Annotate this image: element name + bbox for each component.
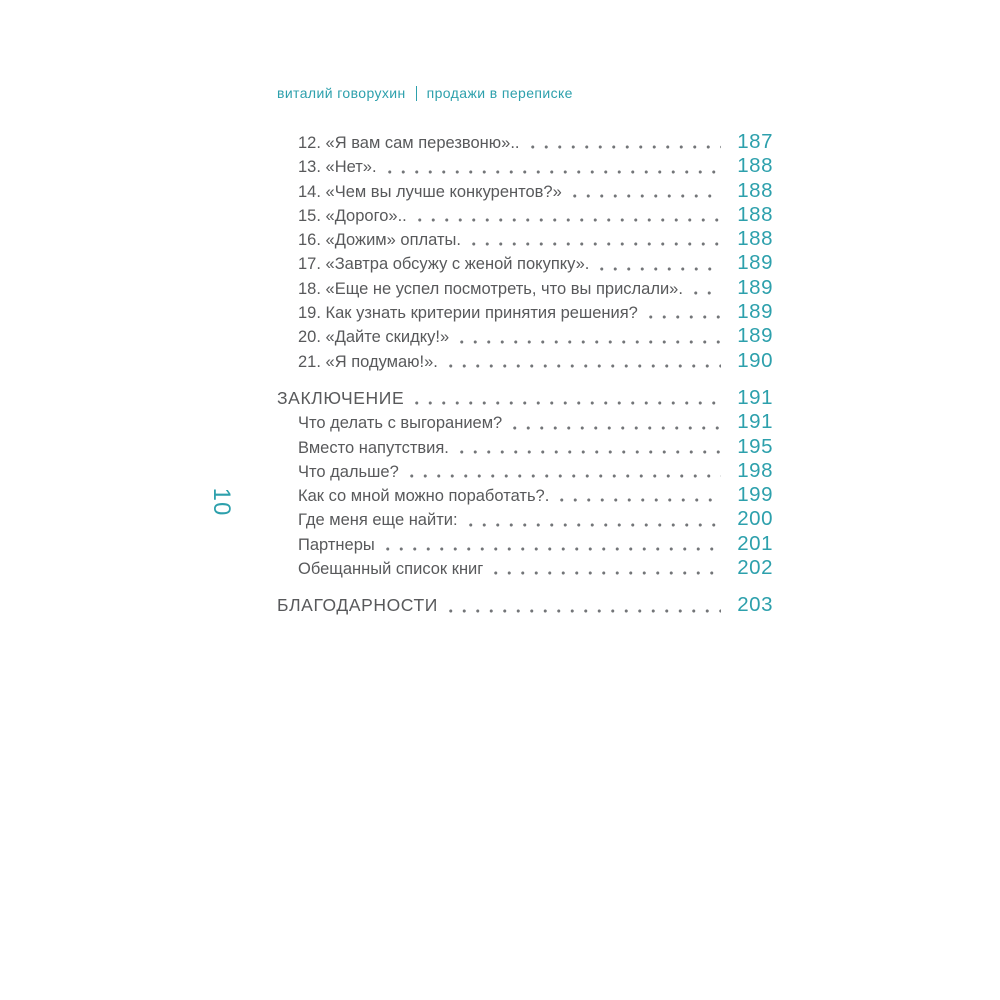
toc-entry-row <box>277 179 773 203</box>
toc-entry-row <box>277 324 773 348</box>
toc-entry-label: ЗАКЛЮЧЕНИЕ <box>277 387 405 408</box>
toc-entry-page: 188 <box>737 227 773 251</box>
toc-entry-page: 203 <box>737 593 773 617</box>
toc-entry-label: 17. «Завтра обсужу с женой покупку». <box>298 255 590 274</box>
toc-dot-leader <box>526 130 722 154</box>
toc-dot-leader <box>410 386 721 410</box>
toc-entry-page: 191 <box>737 385 773 409</box>
toc-entry-row <box>277 276 773 300</box>
toc-dot-leader <box>444 349 721 373</box>
toc-entry-page: 199 <box>737 483 773 507</box>
toc-entry-page: 188 <box>737 178 773 202</box>
toc-entry-row <box>277 435 773 459</box>
toc-dot-leader <box>508 410 721 434</box>
toc-dot-leader <box>455 435 721 459</box>
toc-entry-label: 16. «Дожим» оплаты. <box>298 231 461 250</box>
toc-entry-page: 189 <box>737 251 773 275</box>
toc-entry-page: 188 <box>737 154 773 178</box>
toc-entry-label: Как со мной можно поработать?. <box>298 487 550 506</box>
toc-entry-page: 190 <box>737 348 773 372</box>
toc-entry-page: 188 <box>737 202 773 226</box>
toc-entry-label: 12. «Я вам сам перезвоню».. <box>298 134 520 152</box>
toc-dot-leader <box>689 276 721 300</box>
toc-entry-label: Обещанный список книг <box>298 560 484 579</box>
toc-entry-page: 189 <box>737 275 773 299</box>
running-header-book-title: продажи в переписке <box>426 85 573 101</box>
toc-entry-label: 18. «Еще не успел посмотреть, что вы прислали». <box>298 279 683 298</box>
header-separator <box>416 86 417 101</box>
toc-entry-row <box>277 349 773 373</box>
toc-entry-row <box>277 130 773 154</box>
toc-entry-page: 189 <box>737 300 773 324</box>
toc-entry-page: 191 <box>737 410 773 434</box>
toc-dot-leader <box>381 532 721 556</box>
toc-entry-label: 14. «Чем вы лучше конкурентов?» <box>298 182 562 201</box>
toc-entry-row <box>277 459 773 483</box>
toc-dot-leader <box>413 203 721 227</box>
toc-entry-row <box>277 251 773 275</box>
toc-entry-row <box>277 507 773 531</box>
toc-entry-page: 202 <box>737 556 773 580</box>
toc-entry-label: БЛАГОДАРНОСТИ <box>277 595 438 616</box>
toc-entry-label: Партнеры <box>298 535 375 554</box>
toc-entry-row <box>277 556 773 580</box>
toc-list <box>277 130 773 618</box>
toc-dot-leader <box>489 556 721 580</box>
toc-entry-row <box>277 410 773 434</box>
toc-entry-label: Вместо напутствия. <box>298 438 449 457</box>
toc-entry-label: Где меня еще найти: <box>298 511 458 530</box>
toc-dot-leader <box>467 227 721 251</box>
toc-entry-row <box>277 203 773 227</box>
toc-dot-leader <box>383 154 721 178</box>
toc-entry-label: 19. Как узнать критерии принятия решения? <box>298 304 638 323</box>
toc-entry-row <box>277 593 773 617</box>
toc-entry-row <box>277 483 773 507</box>
toc-dot-leader <box>405 459 721 483</box>
toc-entry-page: 201 <box>737 531 773 555</box>
toc-dot-leader <box>568 179 721 203</box>
side-page-number: 10 <box>208 487 235 517</box>
running-header <box>277 85 573 101</box>
toc-dot-leader <box>555 483 721 507</box>
toc-entry-label: 21. «Я подумаю!». <box>298 352 438 371</box>
toc-dot-leader <box>444 593 721 617</box>
toc-entry-row <box>277 532 773 556</box>
toc-entry-row <box>277 227 773 251</box>
toc-dot-leader <box>595 251 721 275</box>
toc-entry-row <box>277 386 773 410</box>
toc-entry-label: Что дальше? <box>298 462 399 481</box>
toc-entry-page: 198 <box>737 458 773 482</box>
toc-dot-leader <box>455 324 721 348</box>
toc-entry-row <box>277 154 773 178</box>
toc-entry-page: 200 <box>737 507 773 531</box>
toc-entry-label: 15. «Дорого».. <box>298 206 407 225</box>
toc-entry-label: 20. «Дайте скидку!» <box>298 328 450 347</box>
toc-entry-page: 195 <box>737 434 773 458</box>
toc-entry-label: 13. «Нет». <box>298 158 377 177</box>
running-header-author: виталий говорухин <box>277 85 406 101</box>
toc-entry-page: 187 <box>737 130 773 153</box>
toc-entry-row <box>277 300 773 324</box>
toc-dot-leader <box>464 507 721 531</box>
toc-entry-page: 189 <box>737 324 773 348</box>
toc-dot-leader <box>644 300 721 324</box>
toc-entry-label: Что делать с выгоранием? <box>298 414 503 433</box>
